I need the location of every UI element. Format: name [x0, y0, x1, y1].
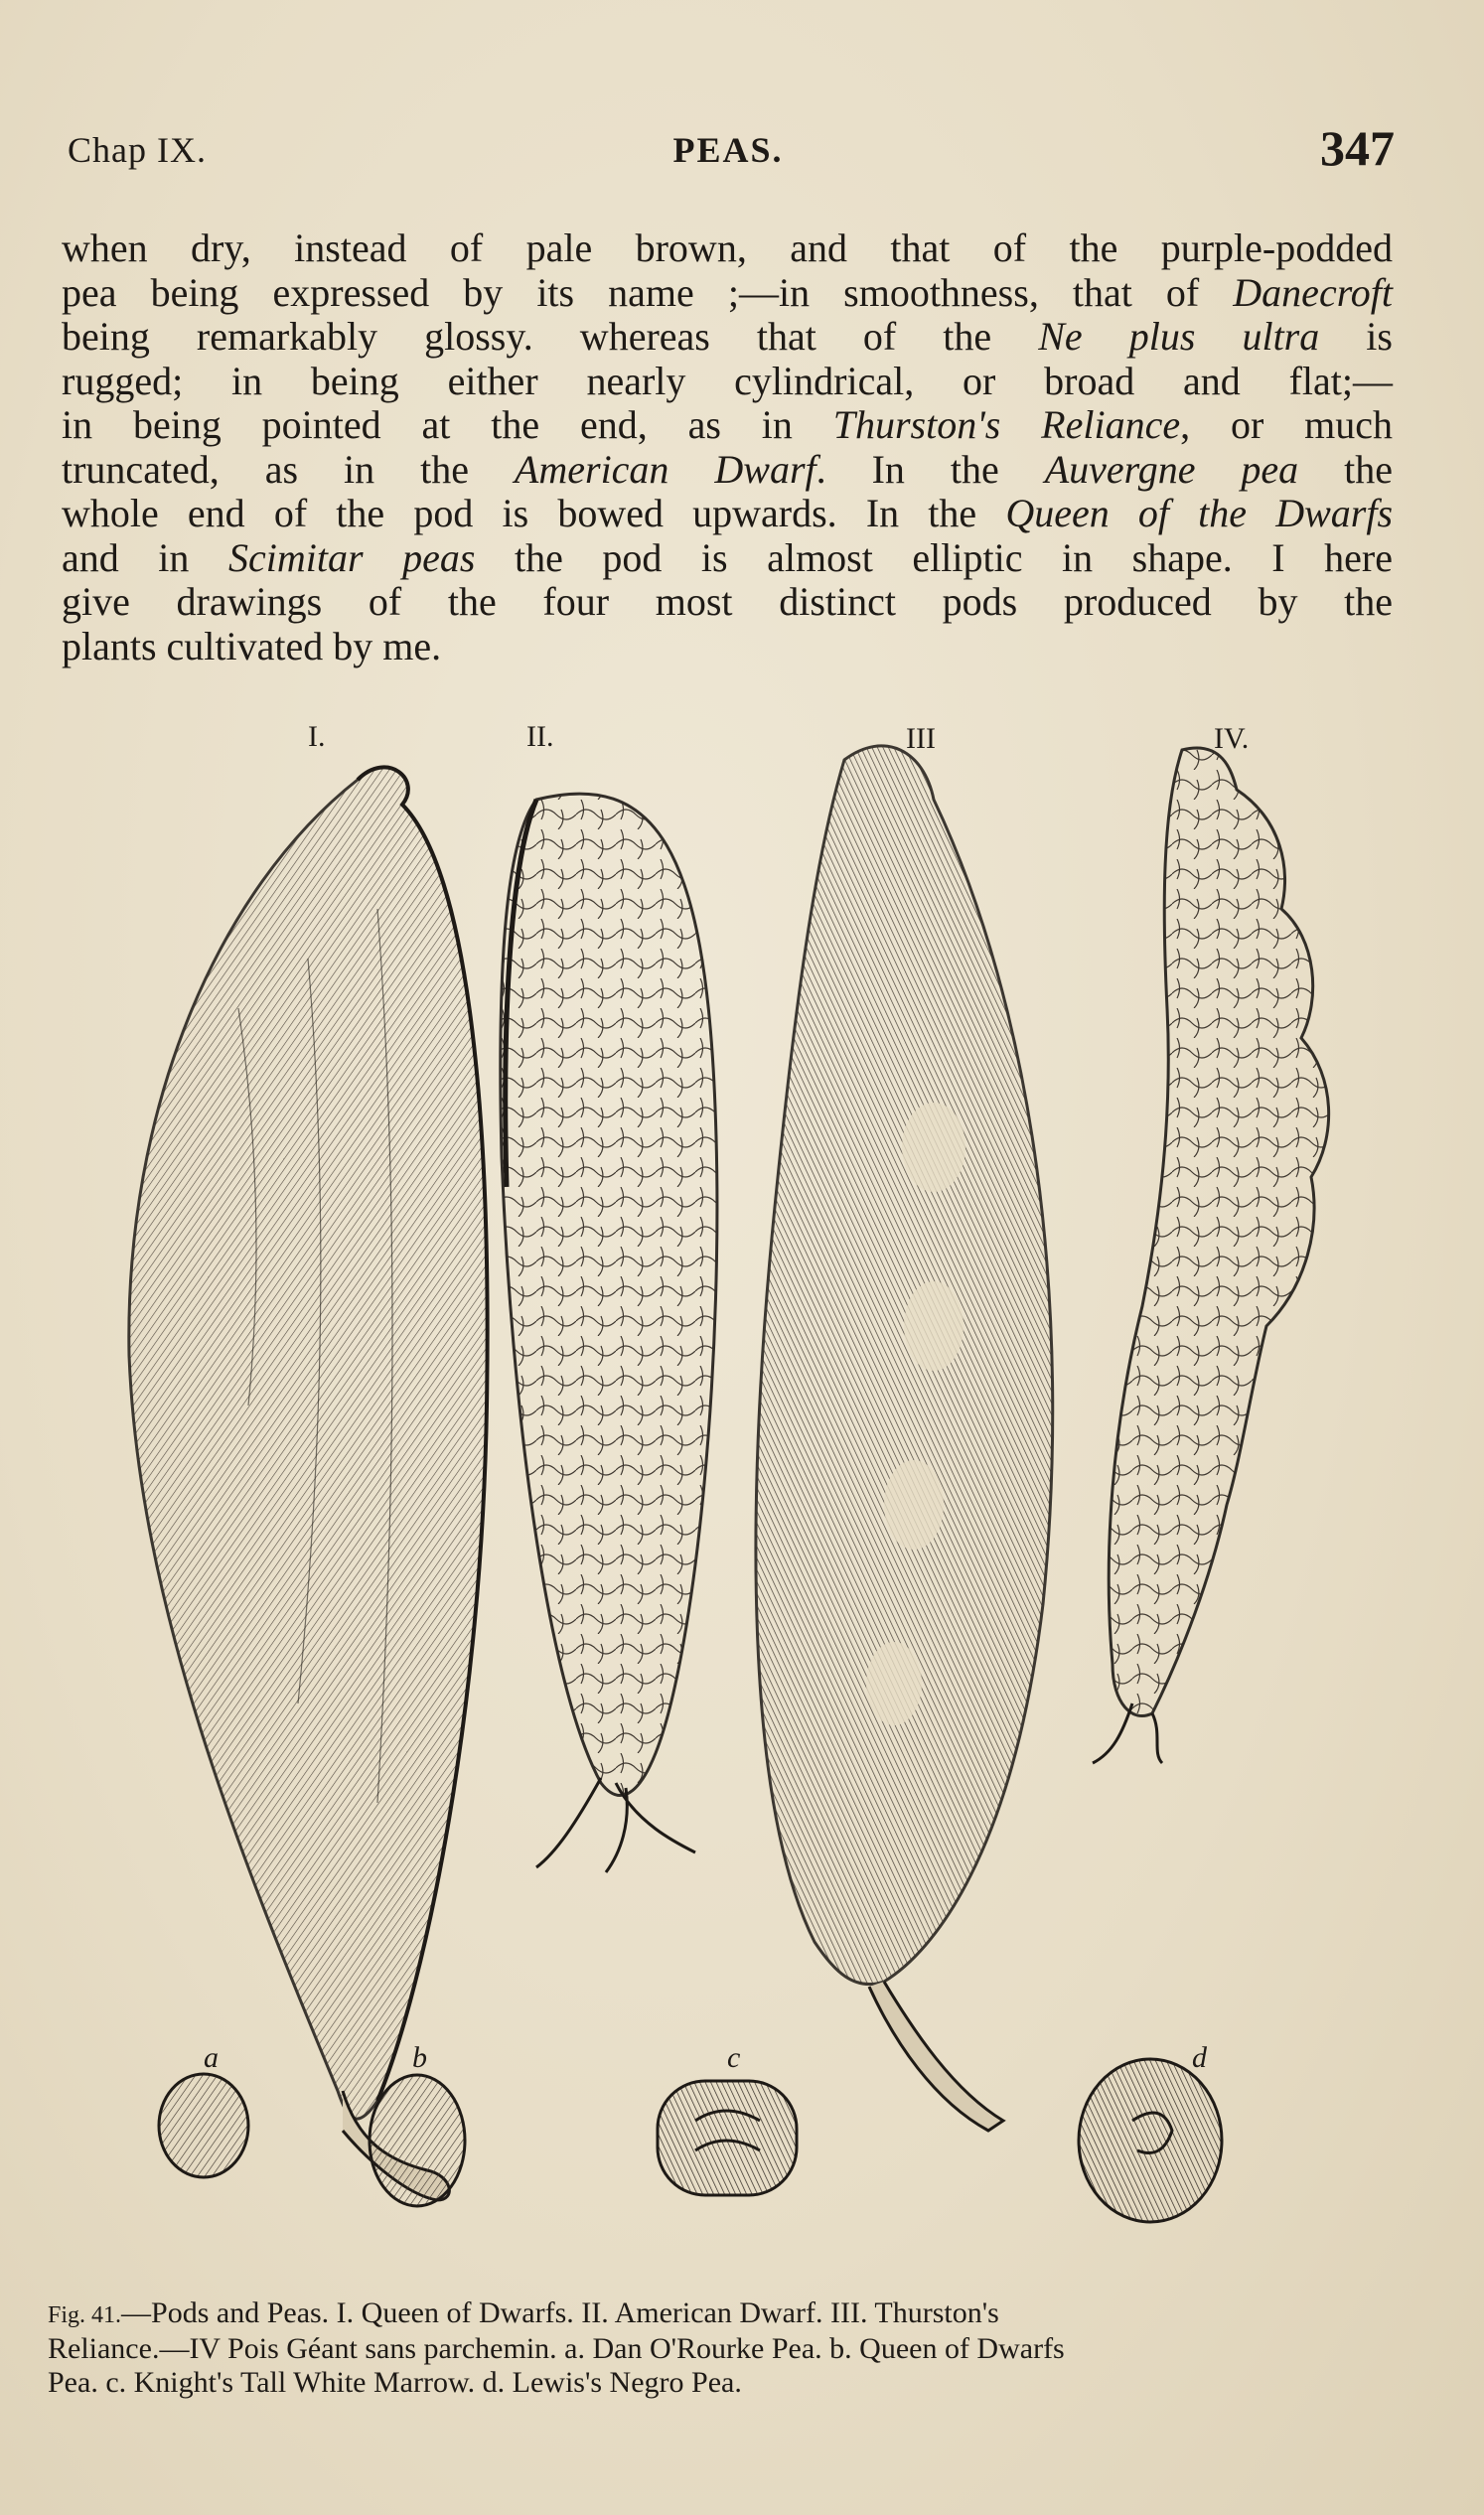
pod-i [129, 767, 488, 2200]
pods-illustration [60, 710, 1430, 2299]
pod-label-i: I. [308, 720, 326, 753]
pea-label-c: c [727, 2041, 741, 2074]
body-line: plants cultivated by me. [62, 623, 442, 668]
caption-fig-number: Fig. 41. [48, 2302, 122, 2328]
figure-caption [48, 2296, 1389, 2400]
pod-iv [1093, 748, 1329, 1763]
chapter-label: Chap IX. [68, 130, 207, 170]
pod-iii [756, 746, 1053, 2131]
caption-line-2: Reliance.—IV Pois Géant sans parchemin. a. Dan O'Rourke Pea. b. Queen of Dwarfs [48, 2332, 1065, 2365]
running-header [62, 117, 1395, 177]
pea-label-b: b [412, 2041, 427, 2074]
pea-d [1079, 2059, 1222, 2222]
body-line: being remarkably glossy. whereas that of the Ne plus ultra is [62, 314, 1393, 359]
body-line: and in Scimitar peas the pod is almost elliptic in shape. I here [62, 534, 1393, 580]
body-line: when dry, instead of pale brown, and that of the purple-podded [62, 225, 1393, 270]
pea-a [159, 2074, 248, 2177]
body-line: whole end of the pod is bowed upwards. In the Queen of the Dwarfs [62, 491, 1394, 535]
caption-text-1: —Pods and Peas. I. Queen of Dwarfs. II. American Dwarf. III. Thurston's [121, 2296, 999, 2329]
figure-pods-and-peas [60, 710, 1430, 2299]
body-line: pea being expressed by its name ;—in smoothness, that of Danecroft [62, 269, 1393, 315]
body-line: in being pointed at the end, as in Thurston's Reliance, or much [62, 402, 1393, 447]
pod-ii [501, 794, 717, 1872]
page-title: PEAS. [672, 130, 784, 170]
page-number: 347 [1320, 120, 1395, 176]
pod-label-iv: IV. [1214, 722, 1250, 755]
body-paragraph [62, 226, 1393, 668]
pea-label-d: d [1192, 2041, 1207, 2074]
pea-label-a: a [204, 2041, 219, 2074]
body-line: truncated, as in the American Dwarf. In the Auvergne pea the [62, 446, 1393, 492]
caption-line-3: Pea. c. Knight's Tall White Marrow. d. Lewis's Negro Pea. [48, 2366, 742, 2399]
body-line: rugged; in being either nearly cylindrical, or broad and flat;— [62, 358, 1393, 403]
pod-label-iii: III [906, 722, 936, 755]
pod-label-ii: II. [526, 720, 554, 753]
pea-b [370, 2075, 465, 2206]
body-line: give drawings of the four most distinct pods produced by the [62, 579, 1393, 624]
pea-c [658, 2081, 797, 2195]
caption-line-1 [48, 2296, 1389, 2332]
